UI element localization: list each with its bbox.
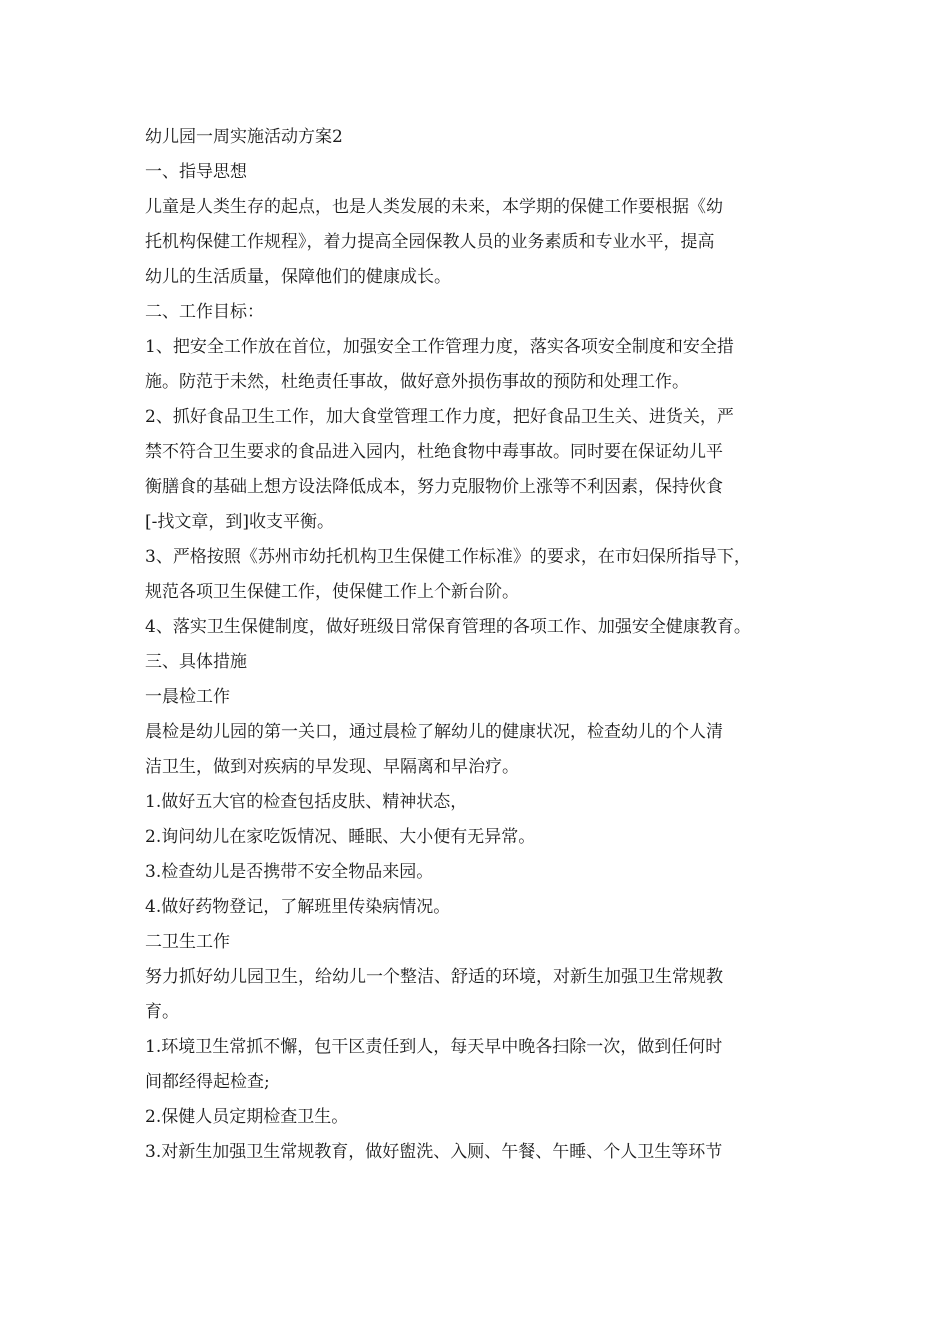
paragraph-line: 1、把安全工作放在首位，加强安全工作管理力度，落实各项安全制度和安全措: [145, 337, 734, 357]
paragraph-line: 衡膳食的基础上想方设法降低成本，努力克服物价上涨等不利因素，保持伙食: [145, 477, 723, 497]
paragraph-line: 规范各项卫生保健工作，使保健工作上个新台阶。: [145, 582, 519, 602]
paragraph-line: 晨检是幼儿园的第一关口，通过晨检了解幼儿的健康状况，检查幼儿的个人清: [145, 722, 723, 742]
morning-check-item-3: 3.检查幼儿是否携带不安全物品来园。: [145, 862, 434, 882]
paragraph-line: 努力抓好幼儿园卫生，给幼儿一个整洁、舒适的环境，对新生加强卫生常规教: [145, 967, 723, 987]
paragraph-line: 幼儿的生活质量，保障他们的健康成长。: [145, 267, 451, 287]
paragraph-line: 洁卫生，做到对疾病的早发现、早隔离和早治疗。: [145, 757, 519, 777]
paragraph-guiding-ideology: [145, 190, 820, 295]
paragraph-line: 托机构保健工作规程》，着力提高全园保教人员的业务素质和专业水平，提高: [145, 232, 715, 252]
paragraph-line: 1.环境卫生常抓不懈，包干区责任到人，每天早中晚各扫除一次，做到任何时: [145, 1037, 723, 1057]
morning-check-item-2: 2.询问幼儿在家吃饭情况、睡眠、大小便有无异常。: [145, 827, 536, 847]
goal-item-4: 4、落实卫生保健制度，做好班级日常保育管理的各项工作、加强安全健康教育。: [145, 617, 751, 637]
section-heading-work-goals: 二、工作目标：: [145, 302, 264, 322]
paragraph-line: 3、严格按照《苏州市幼托机构卫生保健工作标准》的要求，在市妇保所指导下，: [145, 547, 751, 567]
paragraph-hygiene-work: [145, 960, 820, 1030]
goal-item-1: [145, 330, 820, 400]
subsection-heading-morning-check: 一晨检工作: [145, 687, 230, 707]
paragraph-line: 儿童是人类生存的起点，也是人类发展的未来，本学期的保健工作要根据《幼: [145, 197, 723, 217]
morning-check-item-1: 1.做好五大官的检查包括皮肤、精神状态，: [145, 792, 468, 812]
paragraph-line: 施。防范于未然，杜绝责任事故，做好意外损伤事故的预防和处理工作。: [145, 372, 689, 392]
paragraph-line: [-找文章，到]收支平衡。: [145, 512, 335, 532]
section-heading-guiding-ideology: 一、指导思想: [145, 162, 247, 182]
morning-check-item-4: 4.做好药物登记，了解班里传染病情况。: [145, 897, 451, 917]
goal-item-2: [145, 400, 820, 540]
hygiene-item-2: 2.保健人员定期检查卫生。: [145, 1107, 349, 1127]
document-title: 幼儿园一周实施活动方案2: [145, 127, 343, 147]
section-heading-specific-measures: 三、具体措施: [145, 652, 247, 672]
hygiene-item-1: [145, 1030, 820, 1100]
subsection-heading-hygiene-work: 二卫生工作: [145, 932, 230, 952]
paragraph-line: 2、抓好食品卫生工作，加大食堂管理工作力度，把好食品卫生关、进货关，严: [145, 407, 734, 427]
paragraph-morning-check: [145, 715, 820, 785]
paragraph-line: 育。: [145, 1002, 179, 1022]
paragraph-line: 间都经得起检查;: [145, 1072, 270, 1092]
hygiene-item-3: 3.对新生加强卫生常规教育，做好盥洗、入厕、午餐、午睡、个人卫生等环节: [145, 1142, 723, 1162]
paragraph-line: 禁不符合卫生要求的食品进入园内，杜绝食物中毒事故。同时要在保证幼儿平: [145, 442, 723, 462]
document-page: [145, 124, 820, 1174]
goal-item-3: [145, 540, 820, 610]
